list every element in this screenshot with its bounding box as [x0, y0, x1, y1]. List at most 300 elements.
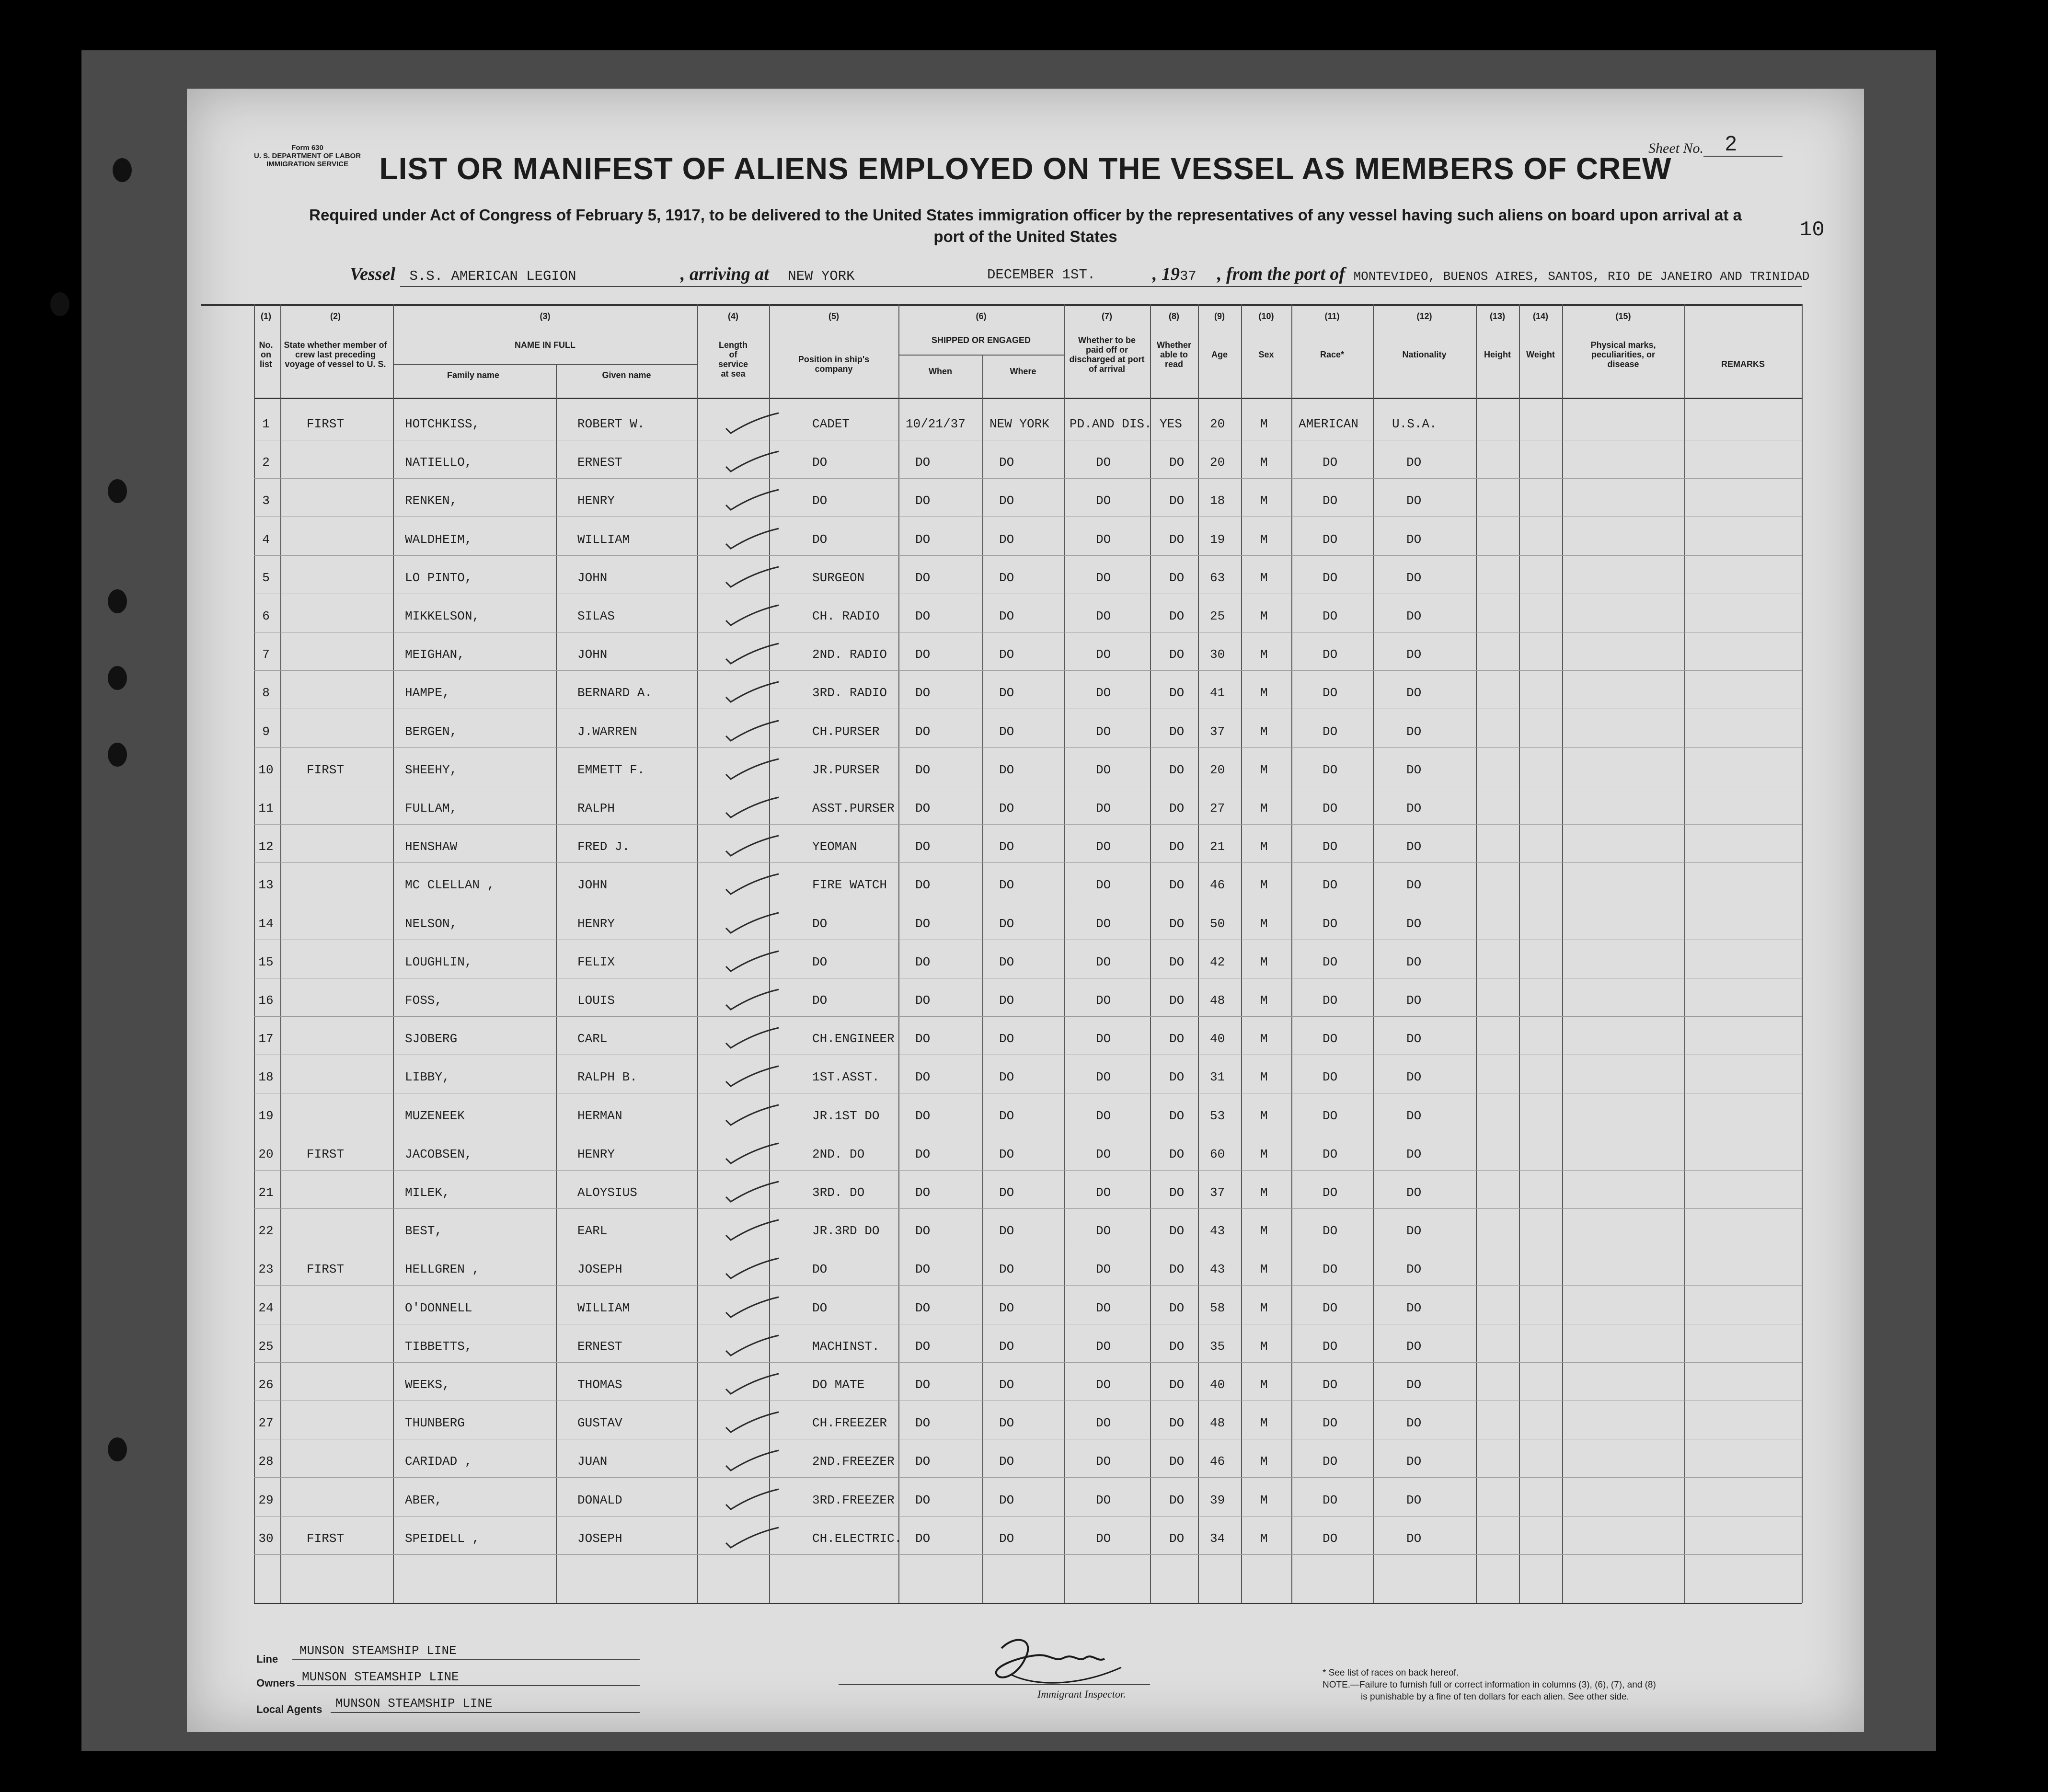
nationality-cell: DO	[1406, 570, 1422, 585]
sex-cell: M	[1260, 494, 1268, 508]
column-rule	[1476, 304, 1477, 1603]
position-cell: CH.FREEZER	[812, 1416, 887, 1431]
shipped-where-cell: DO	[999, 1454, 1014, 1469]
able-to-read-cell: DO	[1169, 494, 1185, 508]
position-cell: DO	[812, 494, 828, 508]
line-underline	[292, 1659, 640, 1660]
row-number: 27	[258, 1416, 274, 1431]
row-number: 22	[258, 1224, 274, 1239]
family-name-cell: HELLGREN ,	[405, 1262, 480, 1277]
sex-cell: M	[1260, 455, 1268, 470]
year-block	[1152, 264, 1197, 285]
row-number: 13	[258, 878, 274, 893]
row-number: 28	[258, 1454, 274, 1469]
able-to-read-cell: DO	[1169, 570, 1185, 585]
paid-off-cell: DO	[1096, 724, 1111, 739]
sex-cell: M	[1260, 801, 1268, 816]
col-remarks-header: REMARKS	[1721, 359, 1765, 369]
col-label: SHIPPED OR ENGAGED	[931, 335, 1031, 345]
paid-off-cell: DO	[1096, 916, 1111, 931]
race-cell: DO	[1323, 647, 1338, 662]
paid-off-cell: DO	[1096, 1070, 1111, 1085]
shipped-where-cell: DO	[999, 1339, 1014, 1354]
nationality-cell: DO	[1406, 878, 1422, 893]
family-name-cell: SJOBERG	[405, 1032, 458, 1046]
shipped-when-cell: DO	[915, 1339, 931, 1354]
column-rule	[982, 355, 983, 1603]
family-name-cell: LIBBY,	[405, 1070, 450, 1085]
nationality-cell: DO	[1406, 1300, 1422, 1315]
col-number: (8)	[1169, 311, 1179, 321]
check-mark-icon	[724, 528, 781, 551]
col-label: Nationality	[1402, 350, 1447, 359]
sex-cell: M	[1260, 532, 1268, 547]
age-cell: 35	[1210, 1339, 1225, 1354]
race-cell: DO	[1323, 801, 1338, 816]
age-cell: 40	[1210, 1378, 1225, 1392]
col-label: Whether to be paid off or discharged at port of arrival	[1069, 335, 1145, 374]
shipped-where-cell: NEW YORK	[989, 417, 1049, 431]
able-to-read-cell: DO	[1169, 1339, 1185, 1354]
sex-cell: M	[1260, 1454, 1268, 1469]
col-label: Whether able to read	[1157, 340, 1191, 369]
line-label: Line	[256, 1653, 278, 1665]
nationality-cell: DO	[1406, 762, 1422, 777]
nationality-cell: DO	[1406, 686, 1422, 701]
shipped-when-cell: DO	[915, 801, 931, 816]
given-name-cell: WILLIAM	[577, 532, 630, 547]
position-cell: DO	[812, 1300, 828, 1315]
row-rule	[254, 747, 1802, 748]
prev-voyage-cell: FIRST	[307, 762, 345, 777]
race-cell: DO	[1323, 916, 1338, 931]
row-number: 16	[258, 993, 274, 1008]
sex-cell: M	[1260, 878, 1268, 893]
race-cell: DO	[1323, 494, 1338, 508]
shipped-when-cell: DO	[915, 1416, 931, 1431]
sex-cell: M	[1260, 1339, 1268, 1354]
age-cell: 30	[1210, 647, 1225, 662]
sex-cell: M	[1260, 647, 1268, 662]
check-mark-icon	[724, 1257, 781, 1281]
row-number: 29	[258, 1493, 274, 1507]
shipped-when-cell: DO	[915, 916, 931, 931]
page-title: LIST OR MANIFEST OF ALIENS EMPLOYED ON THE VESSEL AS MEMBERS OF CREW	[379, 151, 1672, 186]
able-to-read-cell: DO	[1169, 1300, 1185, 1315]
shipped-when-cell: DO	[915, 1493, 931, 1507]
form-number: Form 630	[291, 144, 323, 152]
paid-off-cell: DO	[1096, 1185, 1111, 1200]
sex-cell: M	[1260, 1108, 1268, 1123]
given-name-cell: HENRY	[577, 494, 615, 508]
check-mark-icon	[724, 1488, 781, 1512]
shipped-when-cell: DO	[915, 1108, 931, 1123]
family-name-cell: WALDHEIM,	[405, 532, 472, 547]
sex-cell: M	[1260, 724, 1268, 739]
race-cell: DO	[1323, 1224, 1338, 1239]
shipped-where-cell: DO	[999, 1147, 1014, 1161]
row-number: 10	[258, 762, 274, 777]
position-cell: 3RD.FREEZER	[812, 1493, 895, 1507]
row-rule	[254, 478, 1802, 479]
binder-hole	[50, 292, 69, 316]
given-name-cell: ERNEST	[577, 455, 622, 470]
name-subheader-rule	[393, 364, 697, 365]
row-rule	[254, 1554, 1802, 1555]
col-label: Age	[1211, 350, 1228, 359]
paid-off-cell: DO	[1096, 1300, 1111, 1315]
family-name-cell: HENSHAW	[405, 839, 458, 854]
paid-off-cell: DO	[1096, 1531, 1111, 1546]
check-mark-icon	[724, 835, 781, 859]
shipped-where-cell: DO	[999, 916, 1014, 931]
sex-cell: M	[1260, 1224, 1268, 1239]
col-race-header	[1291, 311, 1373, 359]
given-name-cell: JOSEPH	[577, 1262, 622, 1277]
row-number: 15	[258, 954, 274, 969]
shipped-where-cell: DO	[999, 532, 1014, 547]
position-cell: CH.PURSER	[812, 724, 880, 739]
position-cell: DO	[812, 954, 828, 969]
position-cell: CH.ELECTRIC.	[812, 1531, 902, 1546]
position-cell: 2ND.FREEZER	[812, 1454, 895, 1469]
given-name-cell: JOHN	[577, 647, 608, 662]
nationality-cell: DO	[1406, 494, 1422, 508]
shipped-when-cell: DO	[915, 1531, 931, 1546]
position-cell: JR.PURSER	[812, 762, 880, 777]
nationality-cell: DO	[1406, 839, 1422, 854]
shipped-where-cell: DO	[999, 494, 1014, 508]
shipped-where-cell: DO	[999, 954, 1014, 969]
row-number: 25	[258, 1339, 274, 1354]
family-name-cell: O'DONNELL	[405, 1300, 472, 1315]
row-number: 2	[262, 455, 270, 470]
check-mark-icon	[724, 1219, 781, 1243]
binder-hole	[108, 666, 127, 690]
shipped-where-cell: DO	[999, 801, 1014, 816]
nationality-cell: DO	[1406, 609, 1422, 623]
col-given-name-header: Given name	[602, 370, 651, 380]
check-mark-icon	[724, 1296, 781, 1320]
nationality-cell: DO	[1406, 1416, 1422, 1431]
race-cell: DO	[1323, 724, 1338, 739]
col-number: (4)	[728, 311, 738, 321]
given-name-cell: GUSTAV	[577, 1416, 622, 1431]
race-cell: DO	[1323, 839, 1338, 854]
position-cell: DO MATE	[812, 1378, 865, 1392]
shipped-where-cell: DO	[999, 1224, 1014, 1239]
able-to-read-cell: DO	[1169, 1378, 1185, 1392]
shipped-where-cell: DO	[999, 686, 1014, 701]
position-cell: JR.3RD DO	[812, 1224, 880, 1239]
paid-off-cell: DO	[1096, 801, 1111, 816]
age-cell: 48	[1210, 993, 1225, 1008]
age-cell: 42	[1210, 954, 1225, 969]
check-mark-icon	[724, 1104, 781, 1128]
given-name-cell: WILLIAM	[577, 1300, 630, 1315]
nationality-cell: DO	[1406, 1185, 1422, 1200]
given-name-cell: FRED J.	[577, 839, 630, 854]
shipped-when-cell: DO	[915, 762, 931, 777]
row-rule	[254, 1362, 1802, 1363]
race-cell: DO	[1323, 1493, 1338, 1507]
position-cell: 2ND. RADIO	[812, 647, 887, 662]
position-cell: FIRE WATCH	[812, 878, 887, 893]
able-to-read-cell: DO	[1169, 1147, 1185, 1161]
paid-off-cell: DO	[1096, 1262, 1111, 1277]
col-label: Race*	[1320, 350, 1345, 359]
prev-voyage-cell: FIRST	[307, 1531, 345, 1546]
vessel-name: S.S. AMERICAN LEGION	[409, 268, 576, 284]
col-number: (10)	[1258, 311, 1274, 321]
position-cell: MACHINST.	[812, 1339, 880, 1354]
row-number: 30	[258, 1531, 274, 1546]
race-cell: DO	[1323, 1339, 1338, 1354]
nationality-cell: DO	[1406, 954, 1422, 969]
col-number: (12)	[1416, 311, 1432, 321]
position-cell: YEOMAN	[812, 839, 857, 854]
able-to-read-cell: DO	[1169, 839, 1185, 854]
col-number: (5)	[828, 311, 839, 321]
sex-cell: M	[1260, 609, 1268, 623]
shipped-where-cell: DO	[999, 1531, 1014, 1546]
header-bottom-rule	[254, 398, 1802, 399]
col-read-header	[1150, 311, 1198, 369]
shipped-where-cell: DO	[999, 724, 1014, 739]
column-rule	[1064, 304, 1065, 1603]
able-to-read-cell: DO	[1169, 954, 1185, 969]
from-label: , from the port of	[1217, 264, 1346, 284]
row-rule	[254, 1285, 1802, 1286]
check-mark-icon	[724, 950, 781, 974]
col-shipped-where-header: Where	[1010, 367, 1036, 376]
family-name-cell: WEEKS,	[405, 1378, 450, 1392]
col-label: Physical marks, peculiarities, or disease	[1590, 340, 1656, 369]
shipped-when-cell: DO	[915, 724, 931, 739]
nationality-cell: DO	[1406, 1070, 1422, 1085]
nationality-cell: DO	[1406, 801, 1422, 816]
family-name-cell: BERGEN,	[405, 724, 458, 739]
shipped-where-cell: DO	[999, 839, 1014, 854]
subtitle-continued: port of the United States	[933, 228, 1117, 245]
service: IMMIGRATION SERVICE	[266, 160, 349, 168]
check-mark-icon	[724, 912, 781, 936]
age-cell: 46	[1210, 878, 1225, 893]
check-mark-icon	[724, 450, 781, 474]
race-cell: DO	[1323, 878, 1338, 893]
shipped-when-cell: DO	[915, 1070, 931, 1085]
able-to-read-cell: DO	[1169, 1531, 1185, 1546]
sex-cell: M	[1260, 1070, 1268, 1085]
year-prefix: , 19	[1152, 264, 1180, 284]
col-nationality-header	[1373, 311, 1476, 359]
row-number: 19	[258, 1108, 274, 1123]
paid-off-cell: DO	[1096, 647, 1111, 662]
column-rule	[556, 364, 557, 1603]
row-number: 5	[262, 570, 270, 585]
race-cell: DO	[1323, 1262, 1338, 1277]
shipped-when-cell: DO	[915, 570, 931, 585]
paid-off-cell: DO	[1096, 1339, 1111, 1354]
check-mark-icon	[724, 643, 781, 666]
col-position-header	[769, 311, 898, 374]
paid-off-cell: PD.AND DIS.	[1070, 417, 1152, 431]
col-name-header	[393, 311, 697, 350]
shipped-where-cell: DO	[999, 1032, 1014, 1046]
race-cell: DO	[1323, 762, 1338, 777]
shipped-when-cell: DO	[915, 1454, 931, 1469]
paid-off-cell: DO	[1096, 609, 1111, 623]
column-rule	[280, 304, 281, 1603]
race-cell: DO	[1323, 532, 1338, 547]
able-to-read-cell: DO	[1169, 532, 1185, 547]
vessel-label: Vessel	[350, 264, 395, 284]
nationality-cell: DO	[1406, 1032, 1422, 1046]
inspector-label: Immigrant Inspector.	[1037, 1688, 1126, 1700]
age-cell: 37	[1210, 724, 1225, 739]
sex-cell: M	[1260, 1378, 1268, 1392]
shipped-when-cell: DO	[915, 532, 931, 547]
family-name-cell: RENKEN,	[405, 494, 458, 508]
nationality-cell: DO	[1406, 916, 1422, 931]
able-to-read-cell: DO	[1169, 878, 1185, 893]
footnote-penalty-continued: is punishable by a fine of ten dollars for each alien. See other side.	[1361, 1692, 1629, 1702]
check-mark-icon	[724, 566, 781, 590]
binder-hole	[108, 743, 127, 767]
given-name-cell: J.WARREN	[577, 724, 637, 739]
row-rule	[254, 1477, 1802, 1478]
manifest-page	[187, 89, 1864, 1732]
row-rule	[254, 670, 1802, 671]
inspector-signature	[982, 1629, 1136, 1696]
binder-hole	[108, 1437, 127, 1461]
shipped-where-cell: DO	[999, 647, 1014, 662]
check-mark-icon	[724, 1373, 781, 1397]
shipped-when-cell: DO	[915, 494, 931, 508]
row-number: 24	[258, 1300, 274, 1315]
col-number: (15)	[1615, 311, 1631, 321]
age-cell: 21	[1210, 839, 1225, 854]
prev-voyage-cell: FIRST	[307, 1147, 345, 1161]
family-name-cell: THUNBERG	[405, 1416, 465, 1431]
race-cell: DO	[1323, 1032, 1338, 1046]
age-cell: 48	[1210, 1416, 1225, 1431]
shipped-subheader-rule	[898, 355, 1064, 356]
nationality-cell: DO	[1406, 1147, 1422, 1161]
given-name-cell: JOHN	[577, 878, 608, 893]
race-cell: DO	[1323, 686, 1338, 701]
family-name-cell: MILEK,	[405, 1185, 450, 1200]
able-to-read-cell: DO	[1169, 993, 1185, 1008]
column-rule	[898, 304, 899, 1603]
family-name-cell: CARIDAD ,	[405, 1454, 472, 1469]
row-number: 18	[258, 1070, 274, 1085]
row-number: 4	[262, 532, 270, 547]
position-cell: CADET	[812, 417, 850, 431]
col-prev-voyage-header	[280, 311, 391, 369]
footnote-races: * See list of races on back hereof.	[1323, 1668, 1459, 1678]
paid-off-cell: DO	[1096, 878, 1111, 893]
row-number: 21	[258, 1185, 274, 1200]
age-cell: 43	[1210, 1262, 1225, 1277]
age-cell: 20	[1210, 762, 1225, 777]
given-name-cell: HENRY	[577, 1147, 615, 1161]
age-cell: 53	[1210, 1108, 1225, 1123]
vessel-line	[350, 264, 576, 285]
able-to-read-cell: DO	[1169, 609, 1185, 623]
position-cell: DO	[812, 916, 828, 931]
shipped-where-cell: DO	[999, 1378, 1014, 1392]
sex-cell: M	[1260, 1032, 1268, 1046]
vessel-underline	[400, 286, 1802, 287]
col-sex-header	[1241, 311, 1291, 359]
able-to-read-cell: DO	[1169, 455, 1185, 470]
position-cell: 1ST.ASST.	[812, 1070, 880, 1085]
row-number: 6	[262, 609, 270, 623]
shipped-when-cell: DO	[915, 455, 931, 470]
row-number: 20	[258, 1147, 274, 1161]
age-cell: 40	[1210, 1032, 1225, 1046]
departure-ports: MONTEVIDEO, BUENOS AIRES, SANTOS, RIO DE JANEIRO AND TRINIDAD	[1353, 269, 1810, 284]
sex-cell: M	[1260, 417, 1268, 431]
col-label: Length of service at sea	[718, 340, 748, 379]
shipped-when-cell: DO	[915, 993, 931, 1008]
nationality-cell: DO	[1406, 993, 1422, 1008]
sex-cell: M	[1260, 1300, 1268, 1315]
able-to-read-cell: DO	[1169, 1070, 1185, 1085]
agents-label: Local Agents	[256, 1703, 322, 1715]
row-number: 8	[262, 686, 270, 701]
position-cell: DO	[812, 993, 828, 1008]
position-cell: DO	[812, 532, 828, 547]
column-rule	[1519, 304, 1520, 1603]
binder-hole	[113, 158, 132, 182]
race-cell: AMERICAN	[1299, 417, 1358, 431]
paid-off-cell: DO	[1096, 686, 1111, 701]
family-name-cell: NELSON,	[405, 916, 458, 931]
binder-hole	[108, 589, 127, 613]
check-mark-icon	[724, 1027, 781, 1051]
position-cell: DO	[812, 455, 828, 470]
family-name-cell: SHEEHY,	[405, 762, 458, 777]
age-cell: 58	[1210, 1300, 1225, 1315]
check-mark-icon	[724, 758, 781, 782]
col-shipped-header	[898, 311, 1064, 345]
position-cell: CH.ENGINEER	[812, 1032, 895, 1046]
owners-label: Owners	[256, 1677, 295, 1689]
shipped-when-cell: DO	[915, 609, 931, 623]
col-number: (14)	[1532, 311, 1548, 321]
given-name-cell: CARL	[577, 1032, 608, 1046]
age-cell: 37	[1210, 1185, 1225, 1200]
family-name-cell: NATIELLO,	[405, 455, 472, 470]
subtitle: Required under Act of Congress of February 5, 1917, to be delivered to the United States immigration officer by the representatives of any vessel having such aliens on board upon arrival at a	[309, 206, 1742, 224]
nationality-cell: DO	[1406, 1262, 1422, 1277]
col-number: (13)	[1489, 311, 1505, 321]
column-rule	[1684, 304, 1685, 1603]
row-number: 14	[258, 916, 274, 931]
inspector-underline	[839, 1684, 1150, 1685]
column-rule	[1150, 304, 1151, 1603]
row-rule	[254, 824, 1802, 825]
age-cell: 50	[1210, 916, 1225, 931]
prev-voyage-cell: FIRST	[307, 1262, 345, 1277]
sex-cell: M	[1260, 839, 1268, 854]
race-cell: DO	[1323, 1147, 1338, 1161]
agents-value: MUNSON STEAMSHIP LINE	[335, 1696, 493, 1711]
given-name-cell: RALPH B.	[577, 1070, 637, 1085]
age-cell: 25	[1210, 609, 1225, 623]
